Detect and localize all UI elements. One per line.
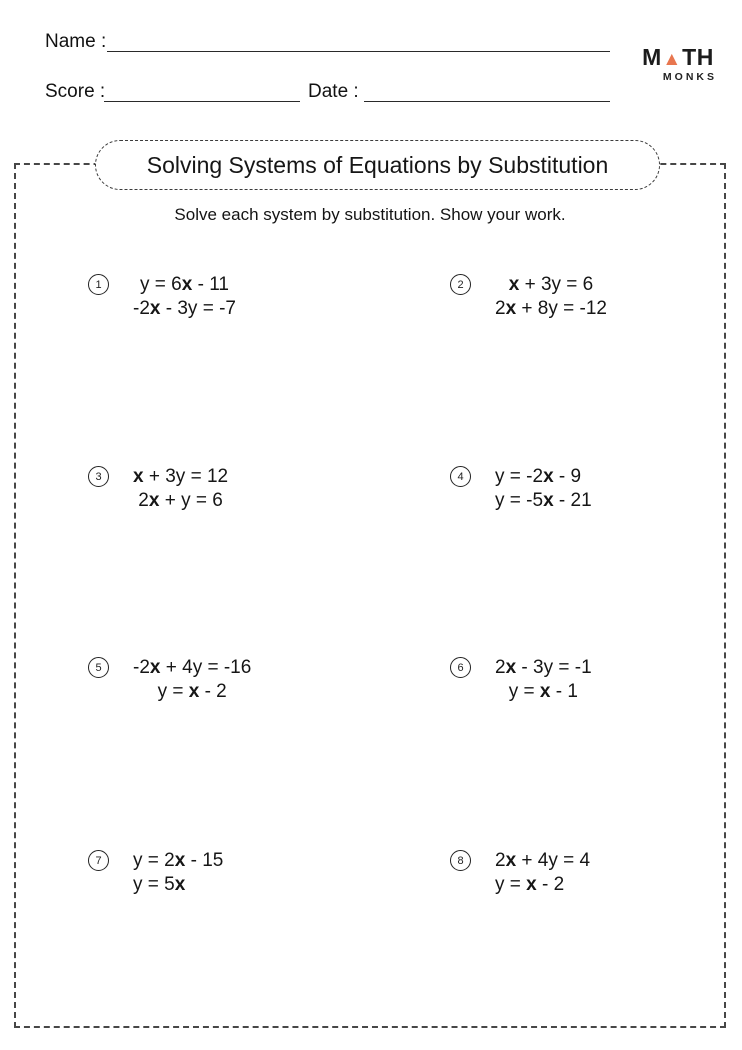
problem-2 bbox=[450, 273, 607, 321]
problem-3-number: 3 bbox=[88, 466, 109, 487]
equation-line: -2x + 4y = -16 bbox=[133, 657, 252, 678]
logo-wordmark bbox=[638, 44, 718, 70]
equation-line: 2x + 8y = -12 bbox=[495, 298, 607, 319]
equation-line: y = x - 2 bbox=[495, 874, 565, 895]
problem-7-equations bbox=[133, 849, 223, 897]
problem-8-equations bbox=[495, 849, 590, 897]
equation-line: 2x - 3y = -1 bbox=[495, 657, 592, 678]
problem-1 bbox=[88, 273, 236, 321]
math-monks-logo bbox=[638, 44, 718, 83]
equation-line: 2x + y = 6 bbox=[138, 490, 223, 511]
date-blank-line bbox=[364, 101, 610, 102]
problem-8 bbox=[450, 849, 590, 897]
problem-7-number: 7 bbox=[88, 850, 109, 871]
problem-1-number: 1 bbox=[88, 274, 109, 295]
problem-4-equations bbox=[495, 465, 592, 513]
triangle-icon: ▲ bbox=[662, 49, 682, 70]
problem-5-equations bbox=[133, 656, 251, 704]
problem-5 bbox=[88, 656, 251, 704]
problem-6 bbox=[450, 656, 592, 704]
logo-text-th: TH bbox=[682, 44, 714, 70]
equation-line: y = x - 1 bbox=[508, 681, 578, 702]
date-label: Date : bbox=[308, 81, 359, 102]
problem-4-number: 4 bbox=[450, 466, 471, 487]
equation-line: y = 5x bbox=[133, 874, 186, 895]
equation-line: 2x + 4y = 4 bbox=[495, 850, 591, 871]
logo-subtext: MONKS bbox=[662, 71, 717, 83]
instruction-text: Solve each system by substitution. Show your work. bbox=[174, 205, 566, 224]
name-blank-line bbox=[107, 51, 610, 52]
name-label: Name : bbox=[45, 31, 107, 52]
score-label: Score : bbox=[45, 81, 106, 102]
problem-1-equations bbox=[133, 273, 236, 321]
problem-6-equations bbox=[495, 656, 592, 704]
problem-7 bbox=[88, 849, 223, 897]
problem-3 bbox=[88, 465, 228, 513]
page-title: Solving Systems of Equations by Substitution bbox=[146, 151, 609, 178]
equation-line: y = 2x - 15 bbox=[133, 850, 224, 871]
problem-2-number: 2 bbox=[450, 274, 471, 295]
problem-2-equations bbox=[495, 273, 607, 321]
equation-line: x + 3y = 6 bbox=[508, 274, 594, 295]
worksheet-border-box bbox=[14, 151, 726, 1028]
logo-text-m: M bbox=[642, 44, 662, 70]
problem-8-number: 8 bbox=[450, 850, 471, 871]
problem-5-number: 5 bbox=[88, 657, 109, 678]
equation-line: y = 6x - 11 bbox=[140, 274, 229, 295]
problem-6-number: 6 bbox=[450, 657, 471, 678]
title-banner bbox=[95, 140, 660, 190]
problem-3-equations bbox=[133, 465, 228, 513]
equation-line: y = -2x - 9 bbox=[495, 466, 582, 487]
equation-line: -2x - 3y = -7 bbox=[133, 298, 236, 319]
equation-line: y = -5x - 21 bbox=[495, 490, 592, 511]
score-blank-line bbox=[104, 101, 300, 102]
problem-4 bbox=[450, 465, 592, 513]
equation-line: x + 3y = 12 bbox=[133, 466, 229, 487]
equation-line: y = x - 2 bbox=[157, 681, 227, 702]
